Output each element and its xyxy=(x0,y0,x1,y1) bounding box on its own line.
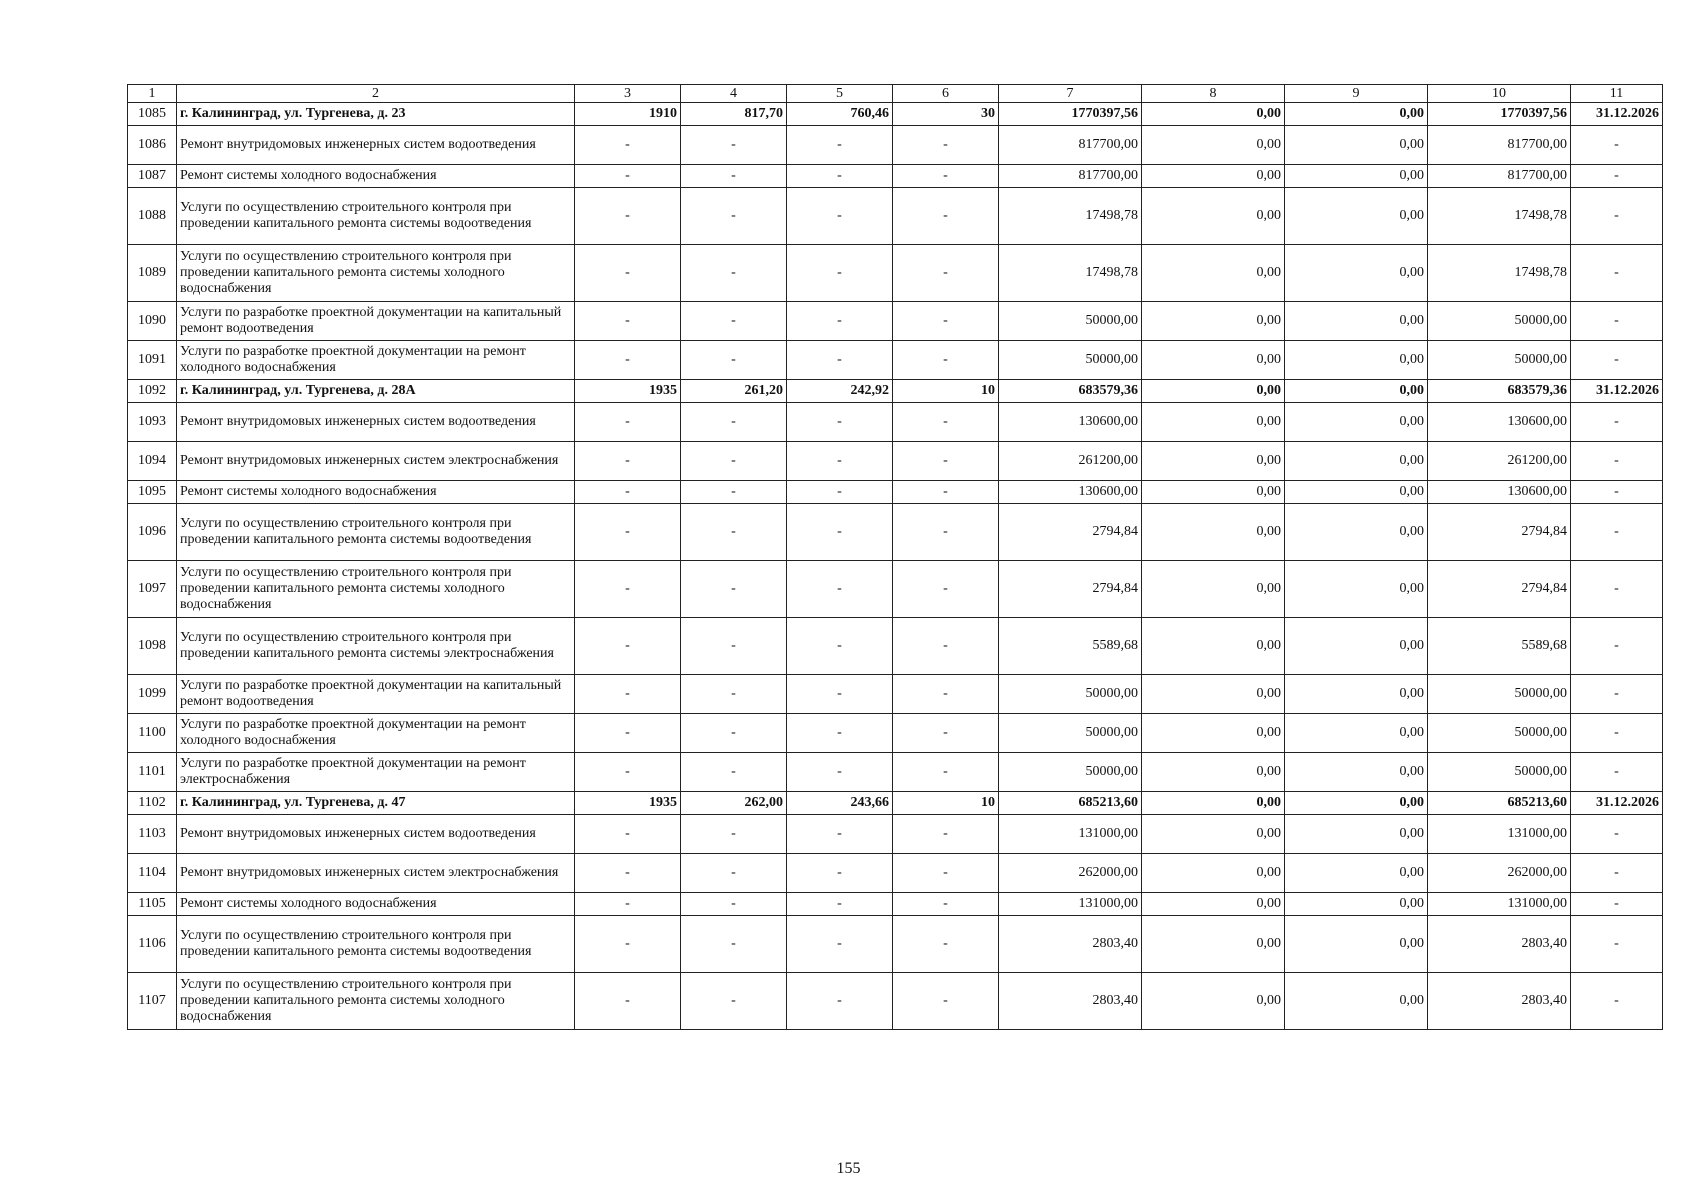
row-number-cell: 1106 xyxy=(128,916,177,973)
row-number-cell: 1091 xyxy=(128,341,177,380)
fund-cell: 0,00 xyxy=(1142,504,1285,561)
area-living-cell: - xyxy=(787,675,893,714)
cost-total-cell: 817700,00 xyxy=(999,165,1142,188)
column-number-cell: 2 xyxy=(177,85,575,103)
area-total-cell: - xyxy=(681,973,787,1030)
area-total-cell: 262,00 xyxy=(681,792,787,815)
work-name-cell: г. Калининград, ул. Тургенева, д. 23 xyxy=(177,103,575,126)
work-name-cell: г. Калининград, ул. Тургенева, д. 47 xyxy=(177,792,575,815)
year-cell: - xyxy=(575,973,681,1030)
fund-cell: 0,00 xyxy=(1142,561,1285,618)
table-row xyxy=(128,126,1663,165)
owners-cell: 17498,78 xyxy=(1428,188,1571,245)
cost-total-cell: 50000,00 xyxy=(999,675,1142,714)
owners-cell: 2794,84 xyxy=(1428,504,1571,561)
address-row xyxy=(128,792,1663,815)
area-total-cell: - xyxy=(681,893,787,916)
row-number-cell: 1089 xyxy=(128,245,177,302)
count-cell: - xyxy=(893,854,999,893)
year-cell: - xyxy=(575,815,681,854)
work-name-cell: Услуги по осуществлению строительного контроля при проведении капитального ремонта системы водоотведения xyxy=(177,188,575,245)
count-cell: - xyxy=(893,916,999,973)
row-number-cell: 1088 xyxy=(128,188,177,245)
row-number-cell: 1103 xyxy=(128,815,177,854)
deadline-cell: 31.12.2026 xyxy=(1571,103,1663,126)
area-living-cell: - xyxy=(787,302,893,341)
area-living-cell: - xyxy=(787,916,893,973)
area-total-cell: - xyxy=(681,916,787,973)
table-row xyxy=(128,854,1663,893)
year-cell: - xyxy=(575,675,681,714)
work-name-cell: Услуги по осуществлению строительного контроля при проведении капитального ремонта системы холодного водоснабжения xyxy=(177,561,575,618)
column-number-cell: 3 xyxy=(575,85,681,103)
area-total-cell: - xyxy=(681,618,787,675)
work-name-cell: Услуги по разработке проектной документации на ремонт холодного водоснабжения xyxy=(177,341,575,380)
area-living-cell: - xyxy=(787,854,893,893)
column-number-cell: 4 xyxy=(681,85,787,103)
deadline-cell: 31.12.2026 xyxy=(1571,792,1663,815)
year-cell: - xyxy=(575,854,681,893)
budget-cell: 0,00 xyxy=(1285,380,1428,403)
cost-total-cell: 50000,00 xyxy=(999,753,1142,792)
area-total-cell: - xyxy=(681,442,787,481)
owners-cell: 131000,00 xyxy=(1428,815,1571,854)
budget-cell: 0,00 xyxy=(1285,103,1428,126)
count-cell: - xyxy=(893,973,999,1030)
row-number-cell: 1090 xyxy=(128,302,177,341)
work-schedule-table xyxy=(127,84,1663,1030)
year-cell: - xyxy=(575,504,681,561)
year-cell: 1935 xyxy=(575,792,681,815)
table-row xyxy=(128,916,1663,973)
budget-cell: 0,00 xyxy=(1285,245,1428,302)
count-cell: - xyxy=(893,126,999,165)
area-living-cell: - xyxy=(787,245,893,302)
row-number-cell: 1092 xyxy=(128,380,177,403)
deadline-cell: - xyxy=(1571,753,1663,792)
year-cell: - xyxy=(575,302,681,341)
year-cell: - xyxy=(575,916,681,973)
budget-cell: 0,00 xyxy=(1285,815,1428,854)
count-cell: - xyxy=(893,714,999,753)
fund-cell: 0,00 xyxy=(1142,753,1285,792)
area-living-cell: - xyxy=(787,753,893,792)
budget-cell: 0,00 xyxy=(1285,916,1428,973)
fund-cell: 0,00 xyxy=(1142,103,1285,126)
owners-cell: 5589,68 xyxy=(1428,618,1571,675)
deadline-cell: - xyxy=(1571,675,1663,714)
deadline-cell: - xyxy=(1571,618,1663,675)
cost-total-cell: 130600,00 xyxy=(999,403,1142,442)
work-name-cell: Ремонт внутридомовых инженерных систем электроснабжения xyxy=(177,442,575,481)
owners-cell: 50000,00 xyxy=(1428,302,1571,341)
deadline-cell: - xyxy=(1571,442,1663,481)
owners-cell: 262000,00 xyxy=(1428,854,1571,893)
table-row xyxy=(128,714,1663,753)
area-living-cell: - xyxy=(787,126,893,165)
owners-cell: 2803,40 xyxy=(1428,916,1571,973)
cost-total-cell: 50000,00 xyxy=(999,341,1142,380)
owners-cell: 50000,00 xyxy=(1428,675,1571,714)
row-number-cell: 1102 xyxy=(128,792,177,815)
fund-cell: 0,00 xyxy=(1142,792,1285,815)
area-living-cell: - xyxy=(787,403,893,442)
work-name-cell: Услуги по разработке проектной документации на капитальный ремонт водоотведения xyxy=(177,302,575,341)
year-cell: - xyxy=(575,481,681,504)
year-cell: - xyxy=(575,403,681,442)
area-total-cell: - xyxy=(681,245,787,302)
fund-cell: 0,00 xyxy=(1142,245,1285,302)
fund-cell: 0,00 xyxy=(1142,675,1285,714)
work-name-cell: Услуги по осуществлению строительного контроля при проведении капитального ремонта системы водоотведения xyxy=(177,916,575,973)
column-number-cell: 8 xyxy=(1142,85,1285,103)
deadline-cell: - xyxy=(1571,481,1663,504)
deadline-cell: - xyxy=(1571,245,1663,302)
table-row xyxy=(128,341,1663,380)
deadline-cell: - xyxy=(1571,504,1663,561)
owners-cell: 17498,78 xyxy=(1428,245,1571,302)
owners-cell: 50000,00 xyxy=(1428,341,1571,380)
fund-cell: 0,00 xyxy=(1142,815,1285,854)
fund-cell: 0,00 xyxy=(1142,403,1285,442)
fund-cell: 0,00 xyxy=(1142,714,1285,753)
column-number-cell: 7 xyxy=(999,85,1142,103)
budget-cell: 0,00 xyxy=(1285,442,1428,481)
fund-cell: 0,00 xyxy=(1142,854,1285,893)
count-cell: - xyxy=(893,403,999,442)
area-living-cell: - xyxy=(787,714,893,753)
table-row xyxy=(128,442,1663,481)
work-name-cell: Услуги по осуществлению строительного контроля при проведении капитального ремонта системы холодного водоснабжения xyxy=(177,245,575,302)
deadline-cell: - xyxy=(1571,714,1663,753)
owners-cell: 2803,40 xyxy=(1428,973,1571,1030)
count-cell: 10 xyxy=(893,380,999,403)
fund-cell: 0,00 xyxy=(1142,442,1285,481)
deadline-cell: - xyxy=(1571,815,1663,854)
work-name-cell: Ремонт внутридомовых инженерных систем водоотведения xyxy=(177,403,575,442)
year-cell: - xyxy=(575,245,681,302)
row-number-cell: 1093 xyxy=(128,403,177,442)
budget-cell: 0,00 xyxy=(1285,854,1428,893)
table-row xyxy=(128,561,1663,618)
budget-cell: 0,00 xyxy=(1285,561,1428,618)
deadline-cell: - xyxy=(1571,126,1663,165)
cost-total-cell: 131000,00 xyxy=(999,893,1142,916)
year-cell: - xyxy=(575,442,681,481)
row-number-cell: 1085 xyxy=(128,103,177,126)
deadline-cell: - xyxy=(1571,165,1663,188)
deadline-cell: - xyxy=(1571,973,1663,1030)
area-total-cell: - xyxy=(681,481,787,504)
budget-cell: 0,00 xyxy=(1285,675,1428,714)
cost-total-cell: 685213,60 xyxy=(999,792,1142,815)
address-row xyxy=(128,380,1663,403)
year-cell: - xyxy=(575,188,681,245)
cost-total-cell: 262000,00 xyxy=(999,854,1142,893)
row-number-cell: 1100 xyxy=(128,714,177,753)
work-name-cell: Ремонт внутридомовых инженерных систем водоотведения xyxy=(177,126,575,165)
owners-cell: 261200,00 xyxy=(1428,442,1571,481)
work-name-cell: г. Калининград, ул. Тургенева, д. 28А xyxy=(177,380,575,403)
count-cell: 30 xyxy=(893,103,999,126)
year-cell: 1910 xyxy=(575,103,681,126)
cost-total-cell: 130600,00 xyxy=(999,481,1142,504)
owners-cell: 817700,00 xyxy=(1428,165,1571,188)
table-body xyxy=(128,85,1663,1030)
column-number-cell: 9 xyxy=(1285,85,1428,103)
table-row xyxy=(128,815,1663,854)
count-cell: - xyxy=(893,675,999,714)
area-total-cell: - xyxy=(681,714,787,753)
count-cell: - xyxy=(893,165,999,188)
area-total-cell: - xyxy=(681,126,787,165)
cost-total-cell: 131000,00 xyxy=(999,815,1142,854)
fund-cell: 0,00 xyxy=(1142,618,1285,675)
owners-cell: 130600,00 xyxy=(1428,481,1571,504)
column-number-cell: 11 xyxy=(1571,85,1663,103)
area-total-cell: - xyxy=(681,561,787,618)
table-row xyxy=(128,675,1663,714)
deadline-cell: - xyxy=(1571,916,1663,973)
owners-cell: 50000,00 xyxy=(1428,714,1571,753)
area-total-cell: - xyxy=(681,165,787,188)
area-total-cell: - xyxy=(681,815,787,854)
area-living-cell: - xyxy=(787,341,893,380)
deadline-cell: - xyxy=(1571,893,1663,916)
count-cell: - xyxy=(893,481,999,504)
owners-cell: 685213,60 xyxy=(1428,792,1571,815)
column-number-cell: 1 xyxy=(128,85,177,103)
area-living-cell: - xyxy=(787,815,893,854)
row-number-cell: 1095 xyxy=(128,481,177,504)
area-total-cell: - xyxy=(681,403,787,442)
owners-cell: 2794,84 xyxy=(1428,561,1571,618)
cost-total-cell: 261200,00 xyxy=(999,442,1142,481)
area-living-cell: - xyxy=(787,481,893,504)
fund-cell: 0,00 xyxy=(1142,481,1285,504)
table-row xyxy=(128,973,1663,1030)
area-living-cell: - xyxy=(787,561,893,618)
area-living-cell: 242,92 xyxy=(787,380,893,403)
row-number-cell: 1094 xyxy=(128,442,177,481)
fund-cell: 0,00 xyxy=(1142,165,1285,188)
deadline-cell: - xyxy=(1571,341,1663,380)
owners-cell: 817700,00 xyxy=(1428,126,1571,165)
table-row xyxy=(128,245,1663,302)
area-living-cell: - xyxy=(787,442,893,481)
year-cell: - xyxy=(575,893,681,916)
column-number-row xyxy=(128,85,1663,103)
column-number-cell: 10 xyxy=(1428,85,1571,103)
work-name-cell: Ремонт внутридомовых инженерных систем электроснабжения xyxy=(177,854,575,893)
budget-cell: 0,00 xyxy=(1285,792,1428,815)
count-cell: - xyxy=(893,442,999,481)
work-name-cell: Услуги по осуществлению строительного контроля при проведении капитального ремонта системы холодного водоснабжения xyxy=(177,973,575,1030)
count-cell: - xyxy=(893,245,999,302)
area-living-cell: - xyxy=(787,165,893,188)
area-total-cell: - xyxy=(681,302,787,341)
address-row xyxy=(128,103,1663,126)
budget-cell: 0,00 xyxy=(1285,341,1428,380)
work-name-cell: Ремонт внутридомовых инженерных систем водоотведения xyxy=(177,815,575,854)
area-total-cell: 817,70 xyxy=(681,103,787,126)
table-row xyxy=(128,481,1663,504)
budget-cell: 0,00 xyxy=(1285,753,1428,792)
fund-cell: 0,00 xyxy=(1142,916,1285,973)
count-cell: 10 xyxy=(893,792,999,815)
row-number-cell: 1105 xyxy=(128,893,177,916)
work-name-cell: Ремонт системы холодного водоснабжения xyxy=(177,165,575,188)
deadline-cell: - xyxy=(1571,854,1663,893)
owners-cell: 130600,00 xyxy=(1428,403,1571,442)
fund-cell: 0,00 xyxy=(1142,893,1285,916)
work-name-cell: Услуги по разработке проектной документации на ремонт электроснабжения xyxy=(177,753,575,792)
count-cell: - xyxy=(893,504,999,561)
deadline-cell: - xyxy=(1571,188,1663,245)
owners-cell: 131000,00 xyxy=(1428,893,1571,916)
count-cell: - xyxy=(893,753,999,792)
work-name-cell: Услуги по разработке проектной документации на капитальный ремонт водоотведения xyxy=(177,675,575,714)
fund-cell: 0,00 xyxy=(1142,188,1285,245)
budget-cell: 0,00 xyxy=(1285,504,1428,561)
owners-cell: 50000,00 xyxy=(1428,753,1571,792)
work-name-cell: Услуги по осуществлению строительного контроля при проведении капитального ремонта системы электроснабжения xyxy=(177,618,575,675)
year-cell: 1935 xyxy=(575,380,681,403)
budget-cell: 0,00 xyxy=(1285,714,1428,753)
cost-total-cell: 50000,00 xyxy=(999,714,1142,753)
row-number-cell: 1096 xyxy=(128,504,177,561)
budget-cell: 0,00 xyxy=(1285,893,1428,916)
work-name-cell: Услуги по осуществлению строительного контроля при проведении капитального ремонта системы водоотведения xyxy=(177,504,575,561)
budget-cell: 0,00 xyxy=(1285,481,1428,504)
year-cell: - xyxy=(575,618,681,675)
year-cell: - xyxy=(575,753,681,792)
deadline-cell: - xyxy=(1571,561,1663,618)
page-number: 155 xyxy=(836,1160,861,1177)
area-total-cell: - xyxy=(681,188,787,245)
row-number-cell: 1104 xyxy=(128,854,177,893)
count-cell: - xyxy=(893,341,999,380)
area-living-cell: - xyxy=(787,618,893,675)
cost-total-cell: 17498,78 xyxy=(999,245,1142,302)
count-cell: - xyxy=(893,188,999,245)
cost-total-cell: 2803,40 xyxy=(999,973,1142,1030)
table-row xyxy=(128,302,1663,341)
budget-cell: 0,00 xyxy=(1285,302,1428,341)
area-living-cell: - xyxy=(787,188,893,245)
cost-total-cell: 2794,84 xyxy=(999,561,1142,618)
cost-total-cell: 683579,36 xyxy=(999,380,1142,403)
column-number-cell: 5 xyxy=(787,85,893,103)
fund-cell: 0,00 xyxy=(1142,302,1285,341)
row-number-cell: 1086 xyxy=(128,126,177,165)
cost-total-cell: 17498,78 xyxy=(999,188,1142,245)
row-number-cell: 1099 xyxy=(128,675,177,714)
row-number-cell: 1101 xyxy=(128,753,177,792)
area-total-cell: - xyxy=(681,753,787,792)
budget-cell: 0,00 xyxy=(1285,126,1428,165)
deadline-cell: 31.12.2026 xyxy=(1571,380,1663,403)
owners-cell: 683579,36 xyxy=(1428,380,1571,403)
year-cell: - xyxy=(575,341,681,380)
area-living-cell: 243,66 xyxy=(787,792,893,815)
column-number-cell: 6 xyxy=(893,85,999,103)
table-row xyxy=(128,188,1663,245)
year-cell: - xyxy=(575,561,681,618)
area-total-cell: - xyxy=(681,675,787,714)
row-number-cell: 1107 xyxy=(128,973,177,1030)
year-cell: - xyxy=(575,126,681,165)
cost-total-cell: 5589,68 xyxy=(999,618,1142,675)
deadline-cell: - xyxy=(1571,403,1663,442)
table-row xyxy=(128,403,1663,442)
area-total-cell: 261,20 xyxy=(681,380,787,403)
fund-cell: 0,00 xyxy=(1142,126,1285,165)
table-row xyxy=(128,504,1663,561)
budget-cell: 0,00 xyxy=(1285,188,1428,245)
count-cell: - xyxy=(893,618,999,675)
fund-cell: 0,00 xyxy=(1142,380,1285,403)
table-row xyxy=(128,893,1663,916)
work-name-cell: Ремонт системы холодного водоснабжения xyxy=(177,481,575,504)
cost-total-cell: 2803,40 xyxy=(999,916,1142,973)
year-cell: - xyxy=(575,714,681,753)
area-living-cell: - xyxy=(787,504,893,561)
count-cell: - xyxy=(893,893,999,916)
deadline-cell: - xyxy=(1571,302,1663,341)
count-cell: - xyxy=(893,302,999,341)
owners-cell: 1770397,56 xyxy=(1428,103,1571,126)
table-row xyxy=(128,618,1663,675)
cost-total-cell: 2794,84 xyxy=(999,504,1142,561)
row-number-cell: 1087 xyxy=(128,165,177,188)
cost-total-cell: 50000,00 xyxy=(999,302,1142,341)
budget-cell: 0,00 xyxy=(1285,973,1428,1030)
cost-total-cell: 817700,00 xyxy=(999,126,1142,165)
year-cell: - xyxy=(575,165,681,188)
fund-cell: 0,00 xyxy=(1142,973,1285,1030)
count-cell: - xyxy=(893,815,999,854)
area-living-cell: 760,46 xyxy=(787,103,893,126)
row-number-cell: 1097 xyxy=(128,561,177,618)
area-total-cell: - xyxy=(681,504,787,561)
work-name-cell: Услуги по разработке проектной документации на ремонт холодного водоснабжения xyxy=(177,714,575,753)
area-living-cell: - xyxy=(787,973,893,1030)
fund-cell: 0,00 xyxy=(1142,341,1285,380)
table-row xyxy=(128,165,1663,188)
area-living-cell: - xyxy=(787,893,893,916)
budget-cell: 0,00 xyxy=(1285,165,1428,188)
table-row xyxy=(128,753,1663,792)
budget-cell: 0,00 xyxy=(1285,403,1428,442)
count-cell: - xyxy=(893,561,999,618)
budget-cell: 0,00 xyxy=(1285,618,1428,675)
row-number-cell: 1098 xyxy=(128,618,177,675)
area-total-cell: - xyxy=(681,341,787,380)
work-name-cell: Ремонт системы холодного водоснабжения xyxy=(177,893,575,916)
cost-total-cell: 1770397,56 xyxy=(999,103,1142,126)
area-total-cell: - xyxy=(681,854,787,893)
